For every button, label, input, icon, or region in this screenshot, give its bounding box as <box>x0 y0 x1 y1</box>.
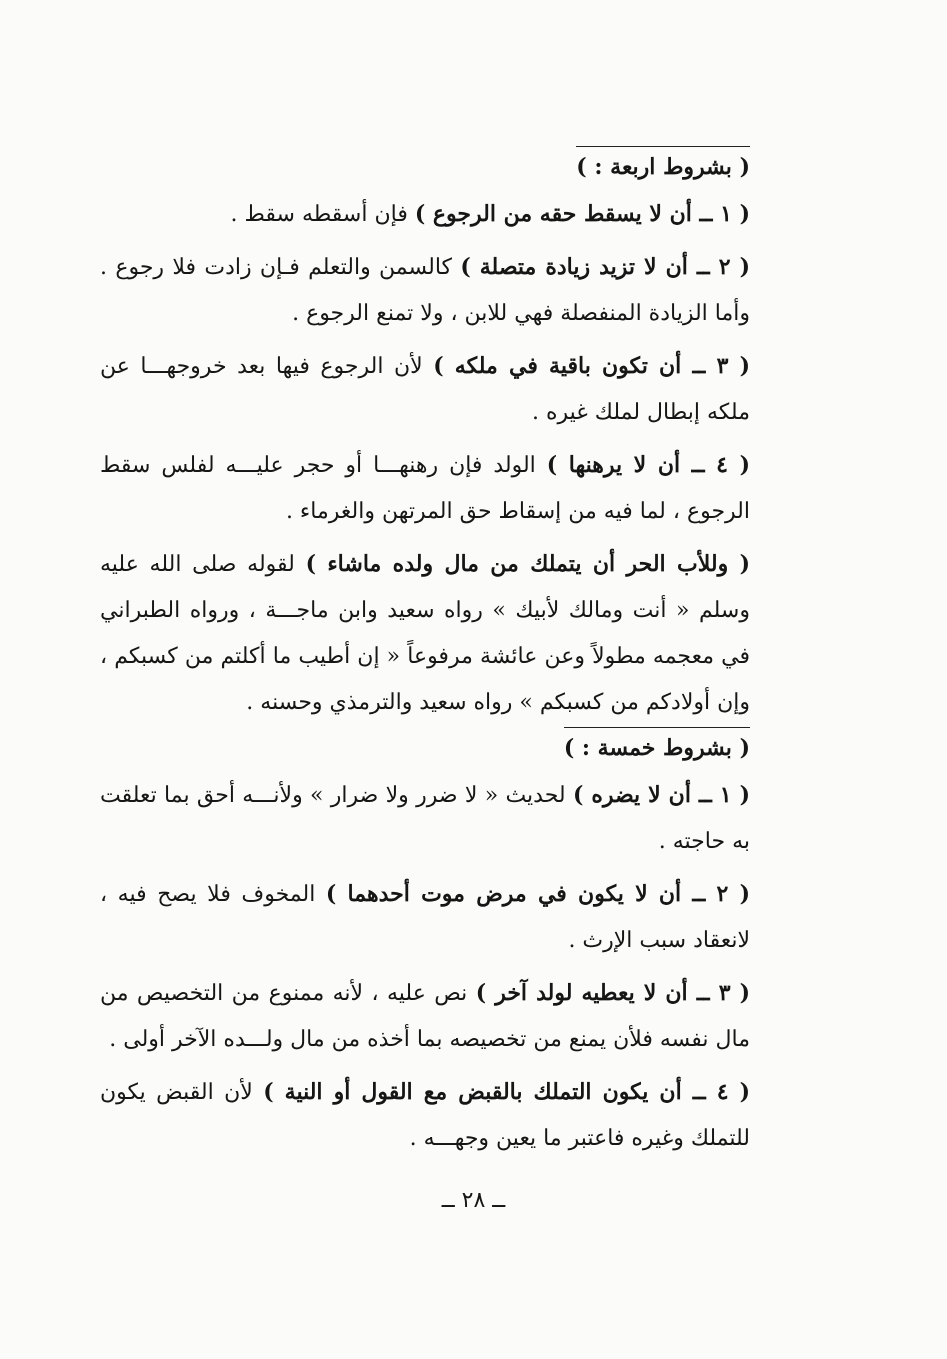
condition-1-2 <box>100 244 750 337</box>
condition-text: كالسمن والتعلم فـإن زادت فلا رجوع . وأما الزيادة المنفصلة فهي للابن ، ولا تمنع الرجوع . <box>100 255 750 326</box>
condition-1-3 <box>100 343 750 436</box>
condition-lead: ( ٤ ــ أن لا يرهنها ) <box>546 452 751 478</box>
condition-text: الولد فإن رهنهـــا أو حجر عليـــه لفلس سقط الرجوع ، لما فيه من إسقاط حق المرتهن والغرماء . <box>100 453 750 524</box>
section-2-heading: ( بشروط خمسة : ) <box>564 727 750 768</box>
condition-1-4 <box>100 442 750 535</box>
condition-2-1 <box>100 772 750 865</box>
section-1-heading: ( بشروط اربعة : ) <box>576 146 750 187</box>
condition-lead: ( ١ ــ أن لا يضره ) <box>572 782 750 808</box>
condition-2-2 <box>100 871 750 964</box>
section-1-heading-row <box>100 145 750 191</box>
page-number: ــ ٢٨ ــ <box>441 1188 506 1213</box>
condition-lead: ( ١ ــ أن لا يسقط حقه من الرجوع ) <box>414 201 750 227</box>
condition-text: نص عليه ، لأنه ممنوع من التخصيص من مال نفسه فلأن يمنع من تخصيصه بما أخذه من مال ولـــده الآخر أولى . <box>100 981 750 1052</box>
condition-lead: ( ٢ ــ أن لا تزيد زيادة متصلة ) <box>460 254 750 280</box>
condition-2-4 <box>100 1069 750 1162</box>
condition-lead: ( ٣ ــ أن تكون باقية في ملكه ) <box>433 353 750 379</box>
father-paragraph-text: لقوله صلى الله عليه وسلم « أنت ومالك لأبيك » رواه سعيد وابن ماجـــة ، ورواه الطبراني في معجمه مطولاً وعن عائشة مرفوعاً « إن أطيب ما أكلتم من كسبكم ، وإن أولادكم من كسبكم » رواه سعيد والترمذي وحسنه . <box>100 552 750 715</box>
page-body <box>100 145 750 1162</box>
father-paragraph <box>100 541 750 726</box>
condition-text: لأن الرجوع فيها بعد خروجهـــا عن ملكه إبطال لملك غيره . <box>100 354 750 425</box>
condition-lead: ( ٢ ــ أن لا يكون في مرض موت أحدهما ) <box>325 881 751 907</box>
condition-1-1 <box>100 191 750 238</box>
condition-text: لأن القبض يكون للتملك وغيره فاعتبر ما يعين وجهـــه . <box>100 1080 750 1151</box>
condition-2-3 <box>100 970 750 1063</box>
condition-lead: ( ٣ ــ أن لا يعطيه لولد آخر ) <box>475 980 750 1006</box>
condition-text: المخوف فلا يصح فيه ، لانعقاد سبب الإرث . <box>100 882 750 953</box>
father-paragraph-lead: ( وللأب الحر أن يتملك من مال ولده ماشاء ) <box>305 551 750 577</box>
condition-text: فإن أسقطه سقط . <box>230 202 415 227</box>
section-2-heading-row <box>100 726 750 772</box>
condition-lead: ( ٤ ــ أن يكون التملك بالقبض مع القول أو النية ) <box>263 1079 750 1105</box>
condition-text: لحديث « لا ضرر ولا ضرار » ولأنـــه أحق بما تعلقت به حاجته . <box>100 783 750 854</box>
